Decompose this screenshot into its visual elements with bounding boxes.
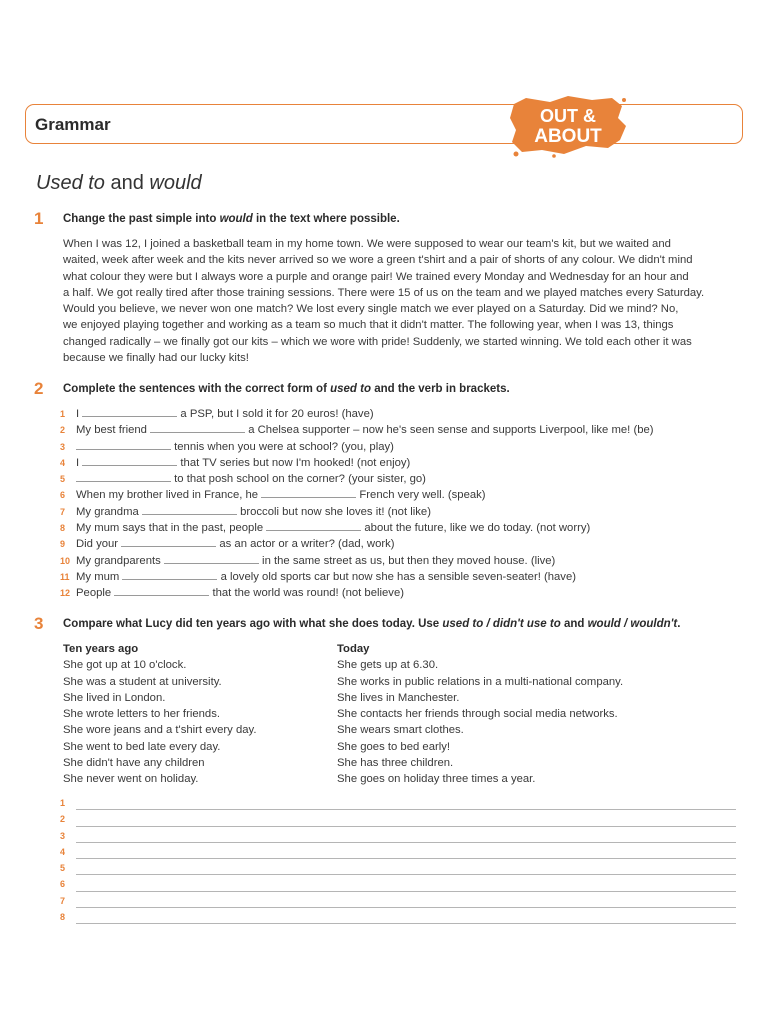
sentence-end: a Chelsea supporter – now he's seen sense and supports Liverpool, like me! (be) <box>245 424 654 437</box>
sentence-start: My grandma <box>76 505 142 518</box>
item-number: 6 <box>60 490 66 501</box>
answer-blank[interactable] <box>142 503 237 515</box>
list-item: She went to bed late every day. <box>63 740 221 753</box>
out-and-about-logo <box>508 96 628 158</box>
answer-line[interactable] <box>60 796 736 812</box>
sentence-end: that TV series but now I'm hooked! (not enjoy) <box>177 456 411 469</box>
exercise-2-instruction: Complete the sentences with the correct form of used to and the verb in brackets. <box>63 383 510 395</box>
sentence-end: broccoli but now she loves it! (not like) <box>236 505 431 518</box>
sentence-end: to that posh school on the corner? (your sister, go) <box>171 473 426 486</box>
sentence-item <box>60 421 750 437</box>
answer-blank[interactable] <box>76 470 171 482</box>
item-number: 11 <box>60 571 70 582</box>
sentence-end: that the world was round! (not believe) <box>209 587 404 600</box>
answer-blank[interactable] <box>261 486 356 498</box>
sentence-start: I <box>76 456 83 469</box>
title-used-to: Used to <box>36 172 105 194</box>
sentence-end: a PSP, but I sold it for 20 euros! (have) <box>177 408 374 420</box>
sentence-start: I <box>76 408 83 420</box>
list-item: She wrote letters to her friends. <box>63 708 220 721</box>
list-item: She wore jeans and a t'shirt every day. <box>63 724 257 737</box>
sentence-item <box>60 405 750 421</box>
sentence-end: as an actor or a writer? (dad, work) <box>216 538 395 551</box>
item-number: 2 <box>60 814 66 825</box>
sentence-start: When my brother lived in France, he <box>76 489 262 502</box>
list-item: She lived in London. <box>63 691 166 704</box>
list-item: She gets up at 6.30. <box>337 659 439 672</box>
sentence-end: about the future, like we do today. (not worry) <box>361 522 591 535</box>
item-number: 5 <box>60 474 66 485</box>
item-number: 6 <box>60 879 66 890</box>
today-column <box>337 641 623 788</box>
sentence-item <box>60 438 750 454</box>
item-number: 1 <box>60 409 66 419</box>
exercise-2-sentences <box>60 405 750 601</box>
sentence-start: My mum <box>76 570 123 583</box>
item-number: 8 <box>60 912 66 923</box>
logo-text-top: OUT & <box>540 106 596 126</box>
list-item: She never went on holiday. <box>63 773 199 786</box>
exercise-3-instruction: Compare what Lucy did ten years ago with what she does today. Use used to / didn't use to and would / wouldn't. <box>63 618 681 630</box>
item-number: 4 <box>60 846 66 857</box>
item-number: 5 <box>60 863 66 874</box>
answer-line[interactable] <box>60 812 736 828</box>
item-number: 10 <box>60 555 71 566</box>
column-header: Ten years ago <box>63 643 139 655</box>
sentence-start: My mum says that in the past, people <box>76 522 267 535</box>
list-item: She goes on holiday three times a year. <box>337 773 536 786</box>
answer-blank[interactable] <box>122 568 217 580</box>
sentence-end: a lovely old sports car but now she has a sensible seven-seater! (have) <box>217 570 577 583</box>
sentence-item <box>60 486 750 502</box>
list-item: She was a student at university. <box>63 675 222 688</box>
paragraph-line: a half. We got really tired after those training sessions. There were 15 of us on the team and we played matches every Saturday. <box>63 286 705 299</box>
exercise-3-answer-lines <box>60 796 736 926</box>
item-number: 2 <box>60 425 66 436</box>
item-number: 12 <box>60 588 71 599</box>
answer-blank[interactable] <box>82 405 177 417</box>
item-number: 1 <box>60 798 66 808</box>
sentence-start: My best friend <box>76 424 151 437</box>
ten-years-ago-column <box>63 641 256 788</box>
exercise-1-text <box>63 236 743 366</box>
paragraph-line: changed radically – we finally got our kits – which we wore with pride! Suddenly, we started winning. We told each other it was <box>63 335 692 348</box>
sentence-item <box>60 584 750 600</box>
answer-blank[interactable] <box>121 535 216 547</box>
answer-line[interactable] <box>60 845 736 861</box>
list-item: She wears smart clothes. <box>337 724 464 737</box>
sentence-end: in the same street as us, but then they moved house. (live) <box>258 554 556 567</box>
paragraph-line: Would you believe, we never won one match? We lost every single match we ever played on a Saturday. Did we mind? No, <box>63 303 679 316</box>
list-item: She works in public relations in a multi-national company. <box>337 675 624 688</box>
column-header: Today <box>337 643 370 655</box>
sentence-item <box>60 470 750 486</box>
paragraph-line: When I was 12, I joined a basketball team in my home town. We were supposed to wear our team's kit, but we waited and <box>63 238 671 250</box>
paragraph-line: because we finally had our lucky kits! <box>63 352 249 365</box>
sentence-item <box>60 552 750 568</box>
sentence-start: Did your <box>76 538 122 551</box>
answer-blank[interactable] <box>76 438 171 450</box>
answer-blank[interactable] <box>266 519 361 531</box>
answer-line[interactable] <box>60 861 736 877</box>
answer-blank[interactable] <box>114 584 209 596</box>
item-number: 7 <box>60 506 66 517</box>
sentence-end: French very well. (speak) <box>356 489 486 502</box>
item-number: 9 <box>60 539 66 550</box>
sentence-item <box>60 454 750 470</box>
list-item: She got up at 10 o'clock. <box>63 659 187 672</box>
item-number: 3 <box>60 830 66 841</box>
sentence-item <box>60 519 750 535</box>
answer-line[interactable] <box>60 829 736 845</box>
exercise-1-number: 1 <box>34 209 44 228</box>
answer-blank[interactable] <box>150 421 245 433</box>
list-item: She lives in Manchester. <box>337 691 460 704</box>
logo-text-bottom: ABOUT <box>534 126 602 147</box>
answer-line[interactable] <box>60 877 736 893</box>
sentence-item <box>60 568 750 584</box>
section-header-box <box>25 104 743 144</box>
paragraph-line: waited, week after week and the kits never arrived so we wore a green t'shirt and a pair of shorts of any colour. We didn't mind <box>63 254 693 267</box>
paragraph-line: what colour they were but I always wore a purple and orange pair! We trained every Monday and Wednesday for an hour and <box>63 270 689 283</box>
list-item: She goes to bed early! <box>337 740 451 753</box>
title-would: would <box>149 172 202 194</box>
exercise-2-number: 2 <box>34 379 44 398</box>
item-number: 8 <box>60 523 66 534</box>
sentence-start: My grandparents <box>76 554 164 567</box>
answer-line[interactable] <box>60 910 736 926</box>
section-label: Grammar <box>35 115 111 134</box>
answer-line[interactable] <box>60 894 736 910</box>
sentence-item <box>60 503 750 519</box>
exercise-1-instruction: Change the past simple into would in the text where possible. <box>63 213 400 225</box>
item-number: 4 <box>60 457 66 468</box>
sentence-item <box>60 535 750 551</box>
item-number: 3 <box>60 441 66 452</box>
list-item: She contacts her friends through social media networks. <box>337 708 618 721</box>
list-item: She didn't have any children <box>63 757 205 770</box>
sentence-start: People <box>76 587 115 600</box>
exercise-3-number: 3 <box>34 614 44 633</box>
paragraph-line: we enjoyed playing together and working as a team so much that it didn't matter. The following year, when I was 13, things <box>63 319 674 332</box>
sentence-end: tennis when you were at school? (you, play) <box>171 440 394 453</box>
item-number: 7 <box>60 895 66 906</box>
answer-blank[interactable] <box>164 552 259 564</box>
answer-blank[interactable] <box>82 454 177 466</box>
page-title <box>36 172 202 195</box>
title-and: and <box>104 172 150 194</box>
list-item: She has three children. <box>337 757 454 770</box>
